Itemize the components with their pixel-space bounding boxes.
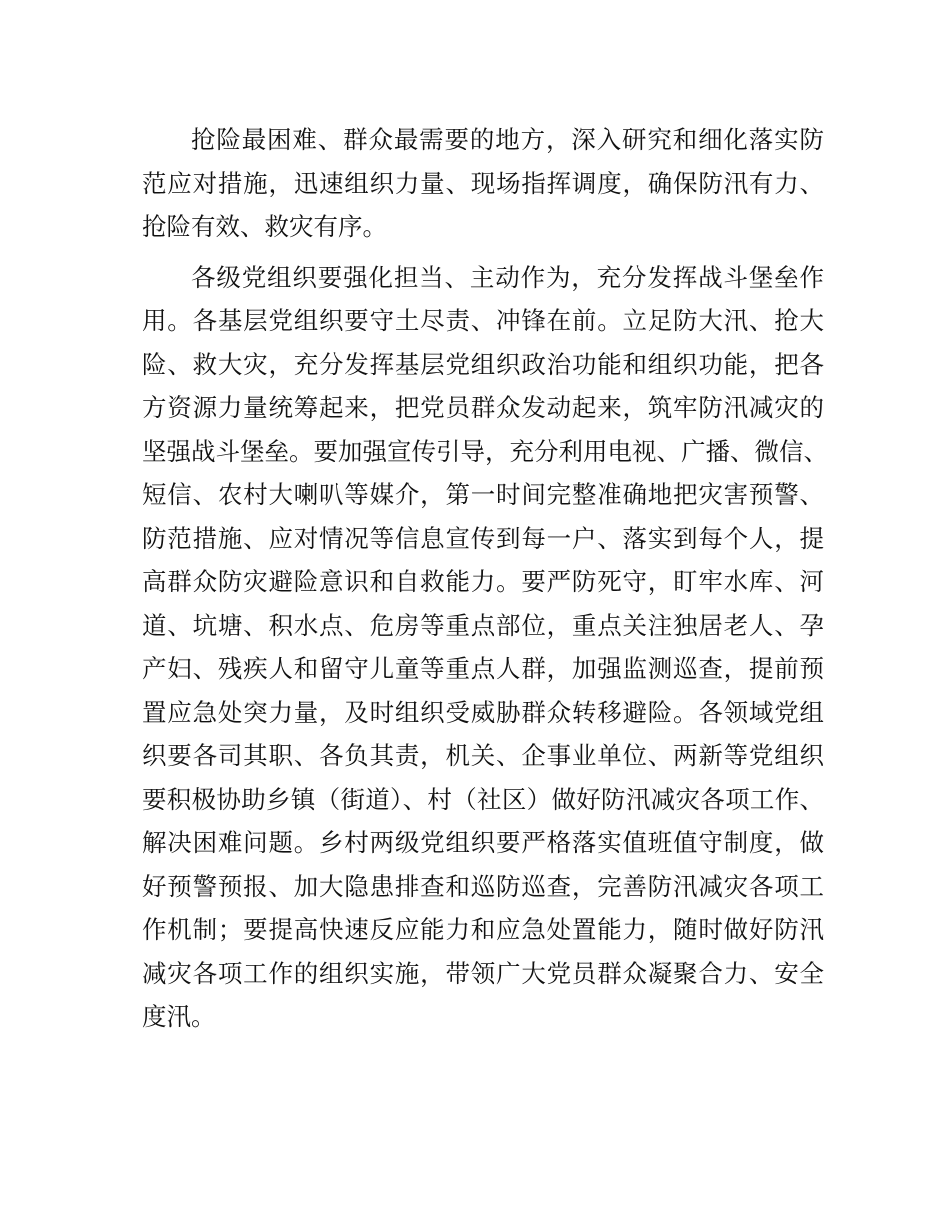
paragraph-2 — [142, 256, 828, 1039]
text-line: 抢险有效、救灾有序。 — [142, 212, 387, 241]
text-line: 防范措施、应对情况等信息宣传到每一户、落实到每个人，提 — [142, 523, 824, 553]
document-page — [142, 118, 828, 1039]
text-line: 短信、农村大喇叭等媒介，第一时间完整准确地把灾害预警、 — [142, 480, 824, 509]
text-line: 减灾各项工作的组织实施，带领广大党员群众凝聚合力、安全 — [142, 958, 824, 988]
text-line: 险、救大灾，充分发挥基层党组织政治功能和组织功能，把各 — [142, 349, 824, 379]
paragraph-1 — [142, 118, 824, 249]
text-line: 产妇、残疾人和留守儿童等重点人群，加强监测巡查，提前预 — [142, 654, 824, 683]
text-line: 抢险最困难、群众最需要的地方，深入研究和细化落实防 — [191, 125, 824, 154]
text-line: 各级党组织要强化担当、主动作为，充分发挥战斗堡垒作 — [191, 262, 824, 292]
text-line: 方资源力量统筹起来，把党员群众发动起来，筑牢防汛减灾的 — [142, 393, 824, 422]
text-line: 坚强战斗堡垒。要加强宣传引导，充分利用电视、广播、微信、 — [142, 436, 828, 466]
text-line: 好预警预报、加大隐患排查和巡防巡查，完善防汛减灾各项工 — [142, 871, 824, 901]
text-line: 范应对措施，迅速组织力量、现场指挥调度，确保防汛有力、 — [142, 168, 824, 198]
text-line: 用。各基层党组织要守土尽责、冲锋在前。立足防大汛、抢大 — [142, 306, 824, 335]
text-line: 置应急处突力量，及时组织受威胁群众转移避险。各领域党组 — [142, 697, 824, 727]
text-line: 织要各司其职、各负其责，机关、企事业单位、两新等党组织 — [142, 741, 824, 770]
text-line: 解决困难问题。乡村两级党组织要严格落实值班值守制度，做 — [142, 828, 824, 857]
text-line: 道、坑塘、积水点、危房等重点部位，重点关注独居老人、孕 — [142, 610, 824, 640]
text-line: 度汛。 — [142, 1002, 216, 1031]
text-line: 要积极协助乡镇（街道）、村（社区）做好防汛减灾各项工作、 — [142, 784, 824, 814]
text-line: 作机制；要提高快速反应能力和应急处置能力，随时做好防汛 — [142, 915, 824, 944]
text-line: 高群众防灾避险意识和自救能力。要严防死守，盯牢水库、河 — [142, 567, 824, 596]
